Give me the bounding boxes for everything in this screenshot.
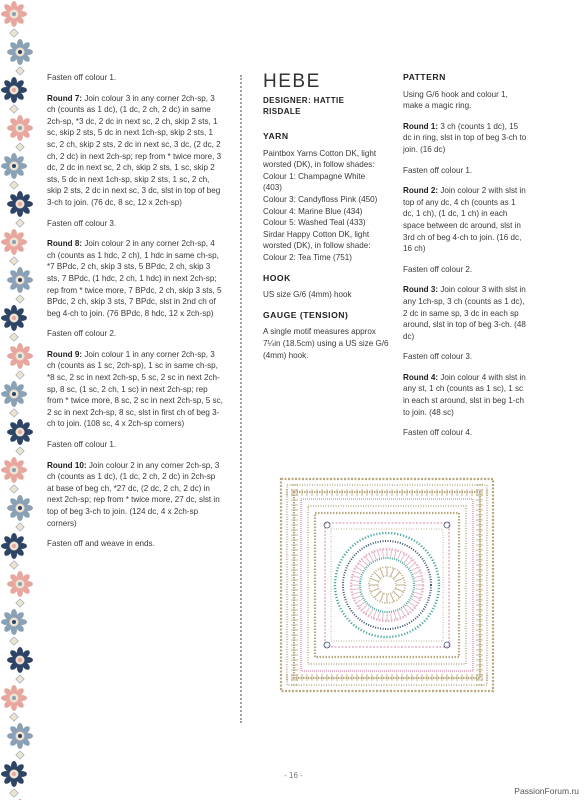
stitch-mark — [356, 567, 363, 571]
fasten-off-note: Fasten off colour 1. — [47, 73, 117, 82]
materials-column — [263, 72, 393, 370]
round-text: Join colour 3 with slst in any 1ch-sp, 3 ch (counts as 1 dc), 2 dc in same sp, 3 dc in each sp around, slst in top of beg 3-ch. (48 dc) — [403, 285, 526, 341]
round-label: Round 4: — [403, 372, 439, 382]
stitch-mark — [413, 571, 420, 574]
chart-round-circle — [378, 576, 396, 594]
stitch-mark — [354, 571, 361, 574]
round-10-instruction — [47, 460, 223, 530]
stitch-mark — [393, 572, 399, 578]
flower-motif — [1, 685, 27, 711]
diamond-motif — [10, 713, 18, 721]
round-label: Round 8: — [47, 239, 83, 249]
stitch-mark — [394, 550, 396, 558]
diamond-motif — [16, 447, 24, 455]
flower-motif — [1, 153, 27, 179]
diamond-motif — [16, 371, 24, 379]
stitch-mark — [415, 589, 423, 590]
stitch-mark — [352, 576, 360, 578]
stitch-mark — [398, 552, 401, 559]
diamond-motif — [16, 219, 24, 227]
stitch-mark — [404, 556, 409, 562]
stitch-mark — [414, 576, 422, 578]
stitch-mark — [354, 596, 361, 599]
diamond-motif — [10, 257, 18, 265]
fasten-off-note: Fasten off colour 4. — [403, 428, 473, 438]
stitch-mark — [398, 611, 401, 618]
flower-motif — [7, 419, 33, 445]
flower-motif — [7, 495, 33, 521]
stitch-mark — [391, 613, 392, 621]
chart-round-square — [287, 485, 487, 685]
round-text: Join colour 3 in any corner 2ch-sp, 3 ch (counts as 1 dc), (1 dc, 2 ch, 2 dc) in same 2ch-sp, *3 dc, 2 dc in next sc, 2 ch, skip 2 sts, 1 sc, skip 2 sts, 5 dc in next 1ch-sp, skip 2 sts, 1 sc, 2 ch, skip 2 sts, 2 dc in next sc, 3 dc, (2 dc, 2 ch, 2 dc) in next 2ch-sp; rep from * twice more, 3 dc, 2 dc in next sc, 2 ch, skip 2 sts, 1 sc, skip 2 sts, 5 dc in next 1ch-sp, skip 2 sts, 1 sc, 2 ch, skip 2 sts, 2 dc in next sc, 3 dc, slst in top of beg 3-ch to join. (76 dc, 8 sc, 12 x 2ch-sp) — [47, 93, 222, 207]
yarn-line: Colour 3: Candyfloss Pink (450) — [263, 194, 378, 204]
diamond-motif — [16, 67, 24, 75]
diamond-motif — [16, 751, 24, 759]
round-label: Round 9: — [47, 349, 83, 359]
stitch-mark — [409, 602, 415, 607]
round-label: Round 7: — [47, 93, 83, 103]
crochet-chart-diagram — [276, 474, 498, 696]
diamond-motif — [16, 675, 24, 683]
designer-credit — [263, 96, 393, 117]
diamond-motif — [16, 295, 24, 303]
stitch-mark — [393, 591, 399, 597]
diamond-motif — [10, 485, 18, 493]
diamond-motif — [10, 29, 18, 37]
diamond-motif — [10, 105, 18, 113]
stitch-mark — [407, 560, 413, 566]
pattern-column — [403, 72, 527, 448]
stitch-mark — [413, 596, 420, 599]
stitch-mark — [373, 611, 376, 618]
round-text: Join colour 4 with slst in any st, 1 ch (counts as 1 sc), 1 sc in each st around, slst in beg 1-ch to join. (48 sc) — [403, 372, 526, 417]
yarn-line: Sirdar Happy Cotton DK, light — [263, 229, 370, 239]
chart-round-square — [315, 513, 459, 657]
yarn-line: Colour 4: Marine Blue (434) — [263, 206, 363, 216]
stitch-mark — [351, 589, 359, 590]
fasten-off-note: Fasten off colour 2. — [47, 329, 117, 339]
stitch-mark — [407, 605, 413, 611]
stitch-mark — [380, 593, 383, 601]
hook-heading: HOOK — [263, 272, 291, 283]
stitch-mark — [370, 578, 378, 581]
yarn-line: (403) — [263, 183, 282, 193]
stitch-mark — [401, 609, 405, 616]
flower-motif — [7, 191, 33, 217]
flower-motif — [1, 229, 27, 255]
diamond-motif — [10, 789, 18, 797]
stitch-mark — [415, 580, 423, 581]
round-3-instruction — [403, 284, 527, 342]
stitch-mark — [358, 563, 364, 568]
chart-round-circle — [360, 558, 414, 612]
round-1-instruction — [403, 121, 527, 156]
diamond-motif — [10, 181, 18, 189]
pattern-heading: PATTERN — [403, 72, 446, 82]
decorative-motif-border — [0, 0, 34, 800]
flower-motif — [7, 39, 33, 65]
chart-round-square — [331, 529, 443, 641]
stitch-mark — [409, 563, 415, 568]
flower-motif — [1, 305, 27, 331]
round-label: Round 10: — [47, 460, 87, 470]
stitch-mark — [401, 554, 405, 561]
chart-round-square — [301, 499, 473, 671]
yarn-line: Colour 2: Tea Time (751) — [263, 252, 352, 262]
gauge-text: A single motif measures approx 7¼in (18.5cm) using a US size G/6 (4mm) hook. — [263, 327, 389, 360]
fasten-off-note: Fasten off colour 2. — [403, 264, 473, 274]
stitch-mark — [404, 607, 409, 613]
yarn-line: worsted (DK), in follow shade: — [263, 241, 371, 251]
stitch-mark — [382, 549, 383, 557]
stitch-mark — [369, 554, 373, 561]
flower-motif — [1, 1, 27, 27]
stitch-mark — [395, 588, 403, 591]
designer-line: DESIGNER: HATTIE — [263, 96, 345, 105]
stitch-mark — [362, 605, 368, 611]
stitch-mark — [365, 607, 370, 613]
stitch-mark — [394, 612, 396, 620]
instructions-column-left — [47, 72, 223, 559]
yarn-line: Paintbox Yarns Cotton DK, light — [263, 148, 377, 158]
stitch-mark — [373, 552, 376, 559]
round-4-instruction — [403, 372, 527, 418]
gauge-heading: GAUGE (TENSION) — [263, 309, 349, 320]
stitch-mark — [380, 568, 383, 576]
diamond-motif — [16, 523, 24, 531]
stitch-mark — [365, 556, 370, 562]
stitch-mark — [351, 580, 359, 581]
yarn-line: Colour 1: Champagne White — [263, 171, 366, 181]
stitch-mark — [395, 578, 403, 581]
flower-motif — [1, 381, 27, 407]
yarn-list — [263, 148, 393, 264]
page-number: - 16 - — [284, 771, 303, 780]
stitch-mark — [370, 588, 378, 591]
fasten-off-note: Fasten off colour 1. — [47, 440, 117, 450]
pattern-title: HEBE — [263, 71, 321, 92]
round-text: Join colour 2 in any corner 2ch-sp, 3 ch (counts as 1 dc), (1 dc, 2 ch, 2 dc) in 2ch-sp at base of beg ch, *27 dc, (2 dc, 2 ch, 2 dc) in next 2ch-sp; rep from * twice more, 27 dc, slst in top of beg 3-ch to join. (124 dc, 4 x 2ch-sp corners) — [47, 460, 220, 528]
stitch-mark — [374, 572, 380, 578]
round-2-instruction — [403, 185, 527, 255]
flower-motif — [1, 77, 27, 103]
stitch-mark — [390, 593, 393, 601]
fasten-off-note: Fasten off and weave in ends. — [47, 539, 155, 549]
fasten-off-note: Fasten off colour 1. — [403, 165, 473, 175]
stitch-mark — [414, 592, 422, 594]
diamond-motif — [10, 561, 18, 569]
yarn-line: worsted (DK), in follow shades: — [263, 160, 375, 170]
flower-motif — [7, 115, 33, 141]
stitch-mark — [358, 602, 364, 607]
stitch-mark — [378, 550, 380, 558]
column-divider — [240, 75, 242, 723]
round-text: Join colour 1 in any corner 2ch-sp, 3 ch (counts as 1 sc, 2ch-sp), 1 sc in same ch-sp, *8 sc, 2 sc in next 2ch-sp, 5 sc, 2 sc in next 2ch-sp, 8 sc, (1 sc, 2 ch, 1 sc) in next 2ch-sp; rep from * twice more, 8 sc, 2 sc in next 2ch-sp, 5 sc, 2 sc in next 2ch-sp, 8 sc, slst in first ch of beg 3-ch to join. (108 sc, 4 x 2ch-sp corners) — [47, 349, 223, 429]
stitch-mark — [369, 609, 373, 616]
flower-motif — [1, 609, 27, 635]
round-9-instruction — [47, 349, 223, 430]
designer-line: RISDALE — [263, 106, 301, 116]
stitch-mark — [352, 592, 360, 594]
chart-round-square — [281, 479, 493, 691]
flower-motif — [7, 267, 33, 293]
fasten-off-note: Fasten off colour 3. — [47, 218, 117, 228]
round-8-instruction — [47, 238, 223, 319]
flower-motif — [1, 457, 27, 483]
diamond-motif — [10, 409, 18, 417]
stitch-mark — [391, 549, 392, 557]
hook-text: US size G/6 (4mm) hook — [263, 290, 352, 300]
round-label: Round 1: — [403, 121, 439, 131]
round-7-instruction — [47, 93, 223, 209]
round-text: Join colour 2 with slst in top of any dc, 4 ch (counts as 1 dc, 1 ch), (1 dc, 1 ch) in each space between dc around, slst in 3rd ch of beg 4-ch to join. (16 dc, 16 ch) — [403, 186, 526, 254]
yarn-heading: YARN — [263, 131, 289, 141]
chart-round-square — [294, 492, 480, 678]
flower-motif — [7, 343, 33, 369]
stitch-mark — [411, 567, 418, 571]
flower-motif — [7, 647, 33, 673]
flower-motif — [1, 533, 27, 559]
diamond-motif — [10, 637, 18, 645]
stitch-mark — [374, 591, 380, 597]
site-watermark: PassionForum.ru — [514, 786, 579, 796]
flower-motif — [7, 571, 33, 597]
pattern-intro: Using G/6 hook and colour 1, make a magic ring. — [403, 89, 508, 111]
stitch-mark — [378, 612, 380, 620]
corner-stitch-mark — [324, 642, 330, 648]
flower-motif — [7, 723, 33, 749]
stitch-mark — [356, 599, 363, 603]
diamond-motif — [16, 599, 24, 607]
yarn-line: Colour 5: Washed Teal (433) — [263, 218, 366, 228]
stitch-mark — [362, 560, 368, 566]
stitch-mark — [390, 568, 393, 576]
round-text: Join colour 2 in any corner 2ch-sp, 4 ch (counts as 1 hdc, 2 ch), 1 hdc in same ch-sp, *7 BPdc, 2 ch, skip 3 sts, 5 BPdc, 2 ch, skip 3 sts, 7 BPdc, (1 hdc, 2 ch, 1 hdc) in next 2ch-sp; rep from * twice more, 7 BPdc, 2 ch, skip 3 sts, 5 BPdc, 2 ch, skip 3 sts, 7 BPdc, slst in 2nd ch of beg 4-ch to join. (76 BPdc, 8 hdc, 12 x 2ch-sp) — [47, 239, 222, 318]
chart-round-square — [308, 506, 466, 664]
round-text: 3 ch (counts 1 dc), 15 dc in ring, slst in top of beg 3-ch to join. (16 dc) — [403, 121, 527, 154]
fasten-off-note: Fasten off colour 3. — [403, 352, 473, 362]
round-label: Round 3: — [403, 285, 439, 295]
diamond-motif — [10, 333, 18, 341]
round-label: Round 2: — [403, 186, 439, 196]
stitch-mark — [382, 613, 383, 621]
diamond-motif — [16, 143, 24, 151]
stitch-mark — [411, 599, 418, 603]
